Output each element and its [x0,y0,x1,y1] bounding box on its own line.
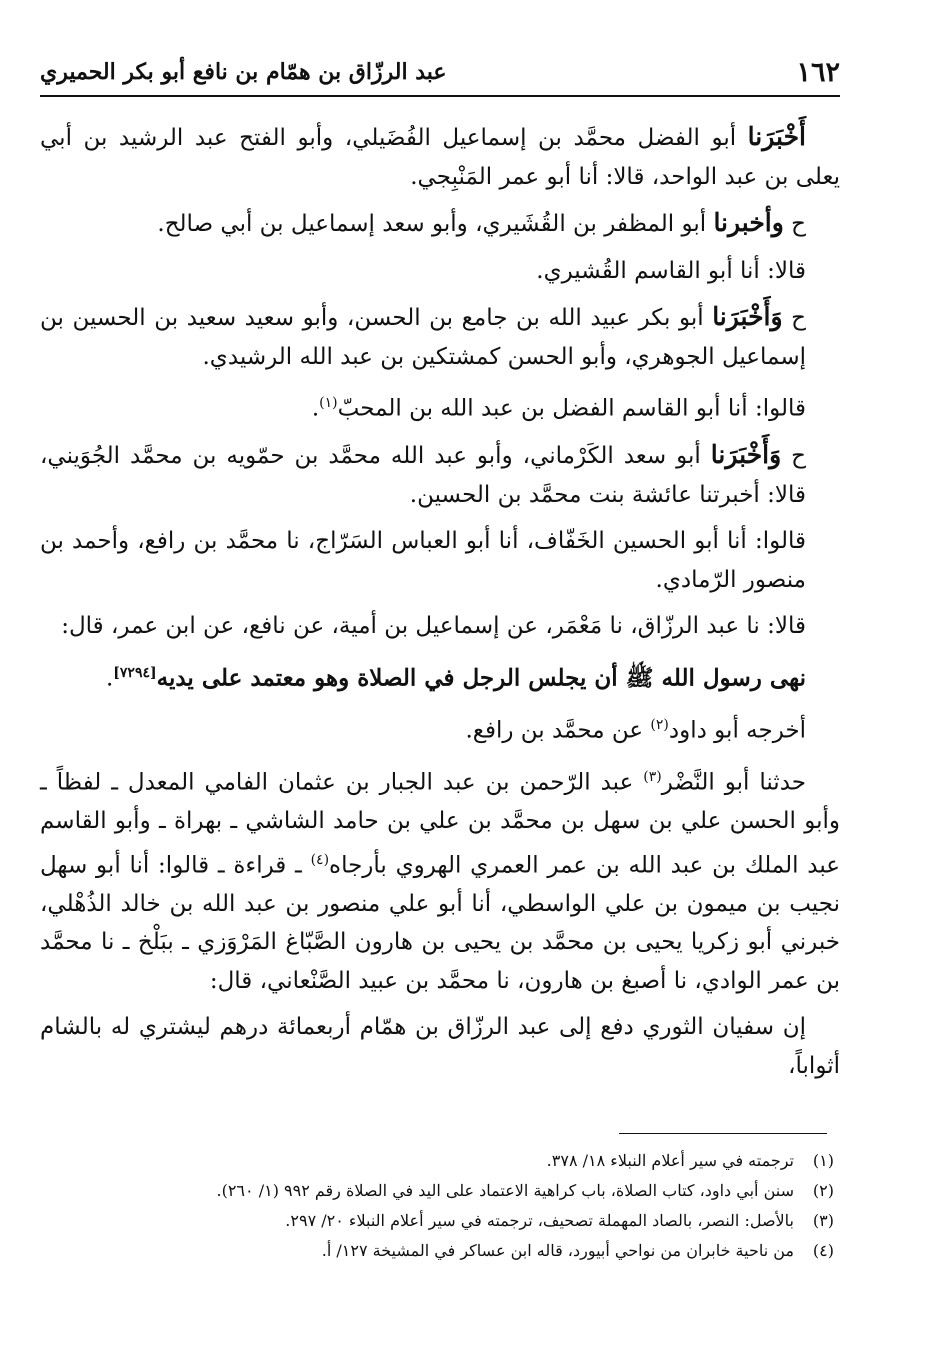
paragraph-3: قالا: أنا أبو القاسم القُشيري. [536,257,806,284]
footnote-item [40,1236,840,1266]
footnote-marker[interactable]: (٣) [643,768,662,785]
footnote-marker[interactable]: (٤) [310,851,330,868]
running-title: عبد الرزّاق بن همّام بن نافع أبو بكر الحميري [40,59,447,85]
footnote-item [40,1176,840,1206]
page-header [40,55,840,95]
footnote-text: سنن أبي داود، كتاب الصلاة، باب كراهية الاعتماد على اليد في الصلاة رقم ٩٩٢ (١/ ٢٦٠). [216,1181,794,1200]
footnotes [40,1146,840,1266]
paragraph-2: ح وأخبرنا أبو المظفر بن القُشَيري، وأبو سعد إسماعيل بن أبي صالح. [157,208,806,237]
footnote-separator [619,1133,827,1134]
keyword-akhbarana: أَخْبَرَنا [747,122,806,151]
keyword-wa-akhbarana: وأخبرنا [713,208,784,237]
footnote-item [40,1146,840,1176]
footnote-text: بالأصل: النصر، بالصاد المهملة تصحيف، ترجمته في سير أعلام النبلاء ٢٠/ ٢٩٧. [285,1211,794,1230]
paragraph-4: ح وَأَخْبَرَنا أبو بكر عبيد الله بن جامع بن الحسن، وأبو سعيد سعيد بن الحسين بن إسماعيل الجوهري، وأبو الحسن كمشتكين بن عبد الله الرشيدي. [40,302,806,370]
paragraph-10: أخرجه أبو داود$^{(٢)}$ عن محمَّد بن رافع. [465,716,806,744]
main-text [40,118,840,1093]
footnote-number: (٤) [812,1241,834,1260]
hadith-text: نهى رسول الله ﷺ أن يجلس الرجل في الصلاة وهو معتمد على يديه[٧٢٩٤]. [105,664,806,692]
footnote-marker[interactable]: (١) [319,395,338,411]
paragraph-6: ح وَأَخْبَرَنا أبو سعد الكَرْماني، وأبو عبد الله محمَّد بن حمّويه بن محمَّد الجُوَيني، قالا: أخبرتنا عائشة بنت محمَّد بن الحسين. [40,440,806,508]
paragraph-11: حدثنا أبو النَّضْر$^{(٣)}$ عبد الرّحمن بن عبد الجبار بن عثمان الفامي المعدل ـ لفظاً ـ وأبو الحسن علي بن سهل بن محمَّد بن علي بن حامد الشاشي ـ بهراة ـ وأبو القاسم عبد الملك بن عبد الله بن عمر العمري الهروي بأرجاه$^{(٤)}$ ـ قراءة ـ قالوا: أنا أبو سهل نجيب بن ميمون بن علي الواسطي، أنا أبو علي منصور بن عبد الله بن خالد الذُهْلي، خبرني أبو زكريا يحيى بن محمَّد بن يحيى بن هارون الصَّبّاغ المَرْوَزي ـ ببَلْخ ـ نا محمَّد بن عمر الوادي، نا أصبغ بن هارون، نا محمَّد بن عبيد الصَّنْعاني، قال: [40,768,841,994]
paragraph-7: قالوا: أنا أبو الحسين الخَفّاف، أنا أبو العباس السَرّاج، نا محمَّد بن رافع، وأحمد بن منصور الرّمادي. [40,528,806,593]
footnote-marker[interactable]: (٢) [650,716,669,733]
paragraph-5: قالوا: أنا أبو القاسم الفضل بن عبد الله بن المحبّ$^{(١)}$. [311,395,806,422]
keyword-wa-akhbarana: وَأَخْبَرَنا [710,440,782,470]
keyword-wa-akhbarana: وَأَخْبَرَنا [712,302,783,331]
paragraph-12: إن سفيان الثوري دفع إلى عبد الرزّاق بن همّام أربعمائة درهم ليشتري له بالشام أثواباً، [40,1014,840,1079]
footnote-number: (٣) [812,1211,834,1230]
header-rule [40,95,840,97]
paragraph-1: أَخْبَرَنا أبو الفضل محمَّد بن إسماعيل الفُضَيلي، وأبو الفتح عبد الرشيد بن أبي يعلى بن عبد الواحد، قالا: أنا أبو عمر المَنْبِجي. [40,122,840,190]
footnote-text: من ناحية خابران من نواحي أبيورد، قاله ابن عساكر في المشيخة ١٢٧/ أ. [321,1241,794,1260]
footnote-item [40,1206,840,1236]
hadith-number: [٧٢٩٤] [113,664,157,681]
paragraph-8: قالا: نا عبد الرزّاق، نا مَعْمَر، عن إسماعيل بن أمية، عن نافع، عن ابن عمر، قال: [61,613,806,640]
page-number: ١٦٢ [796,57,840,88]
footnote-number: (٢) [812,1181,834,1200]
footnote-number: (١) [812,1151,834,1170]
footnote-text: ترجمته في سير أعلام النبلاء ١٨/ ٣٧٨. [546,1151,794,1170]
